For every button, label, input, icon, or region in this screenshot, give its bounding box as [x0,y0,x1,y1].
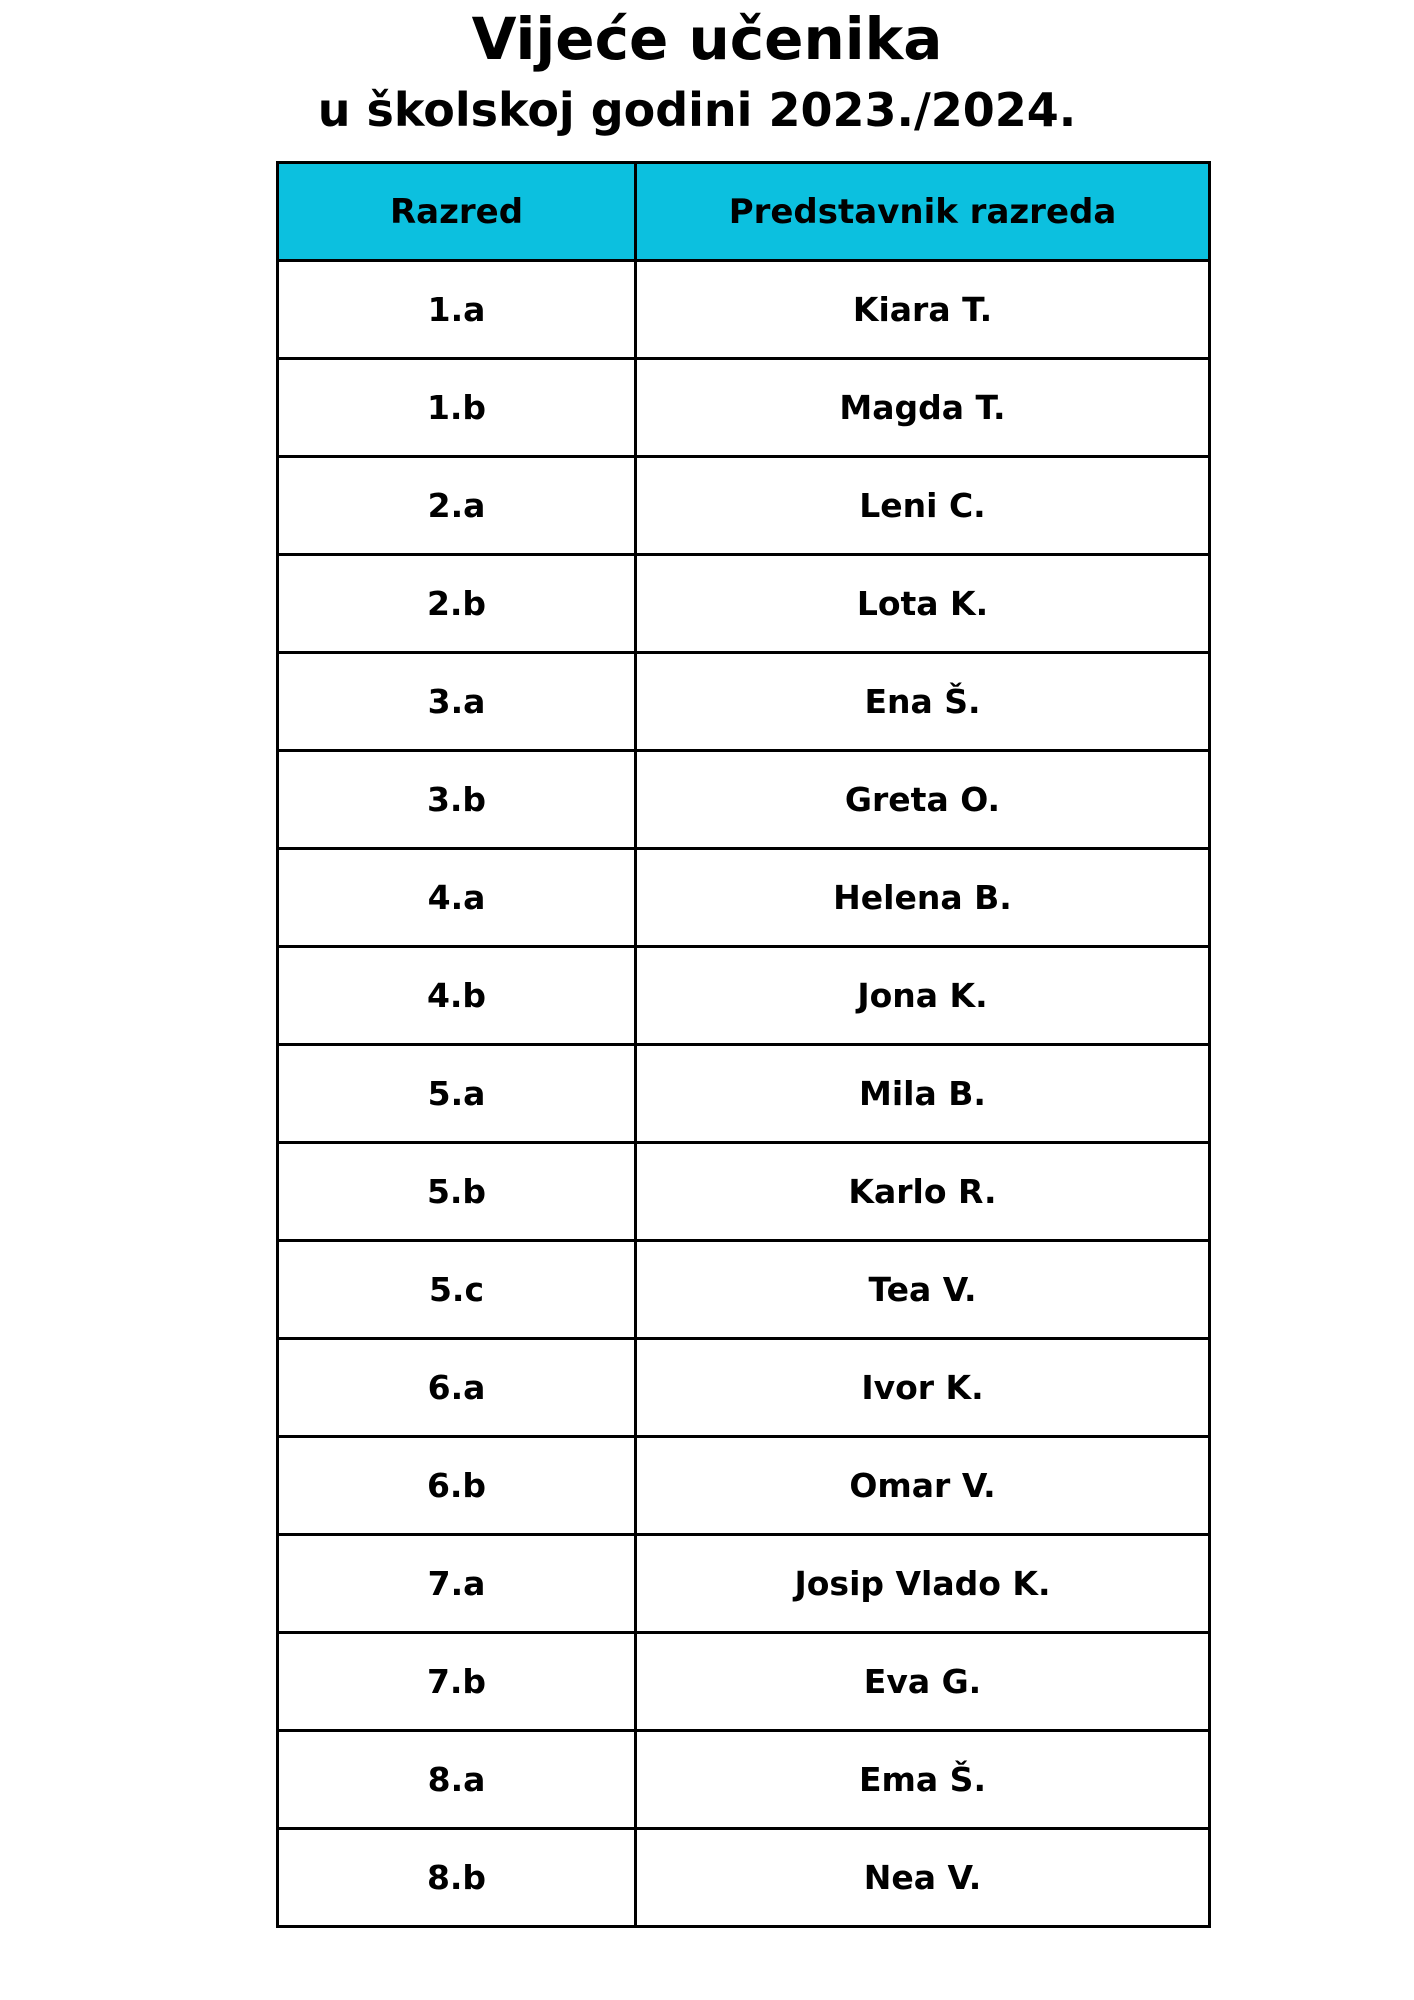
table-header-row [278,163,1210,261]
table-row [278,1829,1210,1927]
table-row [278,457,1210,555]
table-row [278,947,1210,1045]
class-cell: 2.a [278,457,636,555]
table-row [278,1339,1210,1437]
class-cell: 2.b [278,555,636,653]
class-cell: 5.b [278,1143,636,1241]
representative-cell: Ena Š. [636,653,1210,751]
representative-cell: Jona K. [636,947,1210,1045]
representative-cell: Greta O. [636,751,1210,849]
table-header [278,163,1210,261]
representative-cell: Lota K. [636,555,1210,653]
class-cell: 1.b [278,359,636,457]
class-cell: 8.b [278,1829,636,1927]
representative-cell: Mila B. [636,1045,1210,1143]
table-row [278,849,1210,947]
representative-cell: Omar V. [636,1437,1210,1535]
representative-cell: Ivor K. [636,1339,1210,1437]
class-cell: 7.b [278,1633,636,1731]
class-cell: 3.b [278,751,636,849]
class-cell: 5.a [278,1045,636,1143]
class-cell: 3.a [278,653,636,751]
table-body [278,261,1210,1927]
table-row [278,751,1210,849]
representative-cell: Helena B. [636,849,1210,947]
page-subtitle: u školskoj godini 2023./2024. [317,83,1077,137]
class-cell: 8.a [278,1731,636,1829]
table-row [278,359,1210,457]
class-cell: 6.a [278,1339,636,1437]
class-cell: 4.a [278,849,636,947]
column-header-predstavnik: Predstavnik razreda [636,163,1210,261]
representative-cell: Kiara T. [636,261,1210,359]
class-cell: 6.b [278,1437,636,1535]
column-header-razred: Razred [278,163,636,261]
representative-cell: Magda T. [636,359,1210,457]
representative-cell: Karlo R. [636,1143,1210,1241]
table-row [278,1241,1210,1339]
table-row [278,1535,1210,1633]
class-cell: 4.b [278,947,636,1045]
representative-cell: Josip Vlado K. [636,1535,1210,1633]
table-row [278,1437,1210,1535]
table-row [278,261,1210,359]
student-council-table [276,161,1211,1928]
table-row [278,1633,1210,1731]
class-cell: 5.c [278,1241,636,1339]
representative-cell: Leni C. [636,457,1210,555]
representative-cell: Tea V. [636,1241,1210,1339]
representative-cell: Eva G. [636,1633,1210,1731]
table-row [278,653,1210,751]
class-cell: 7.a [278,1535,636,1633]
table-row [278,555,1210,653]
table-row [278,1731,1210,1829]
representative-cell: Ema Š. [636,1731,1210,1829]
class-cell: 1.a [278,261,636,359]
page-title: Vijeće učenika [471,5,943,73]
representative-cell: Nea V. [636,1829,1210,1927]
table-row [278,1143,1210,1241]
table-row [278,1045,1210,1143]
